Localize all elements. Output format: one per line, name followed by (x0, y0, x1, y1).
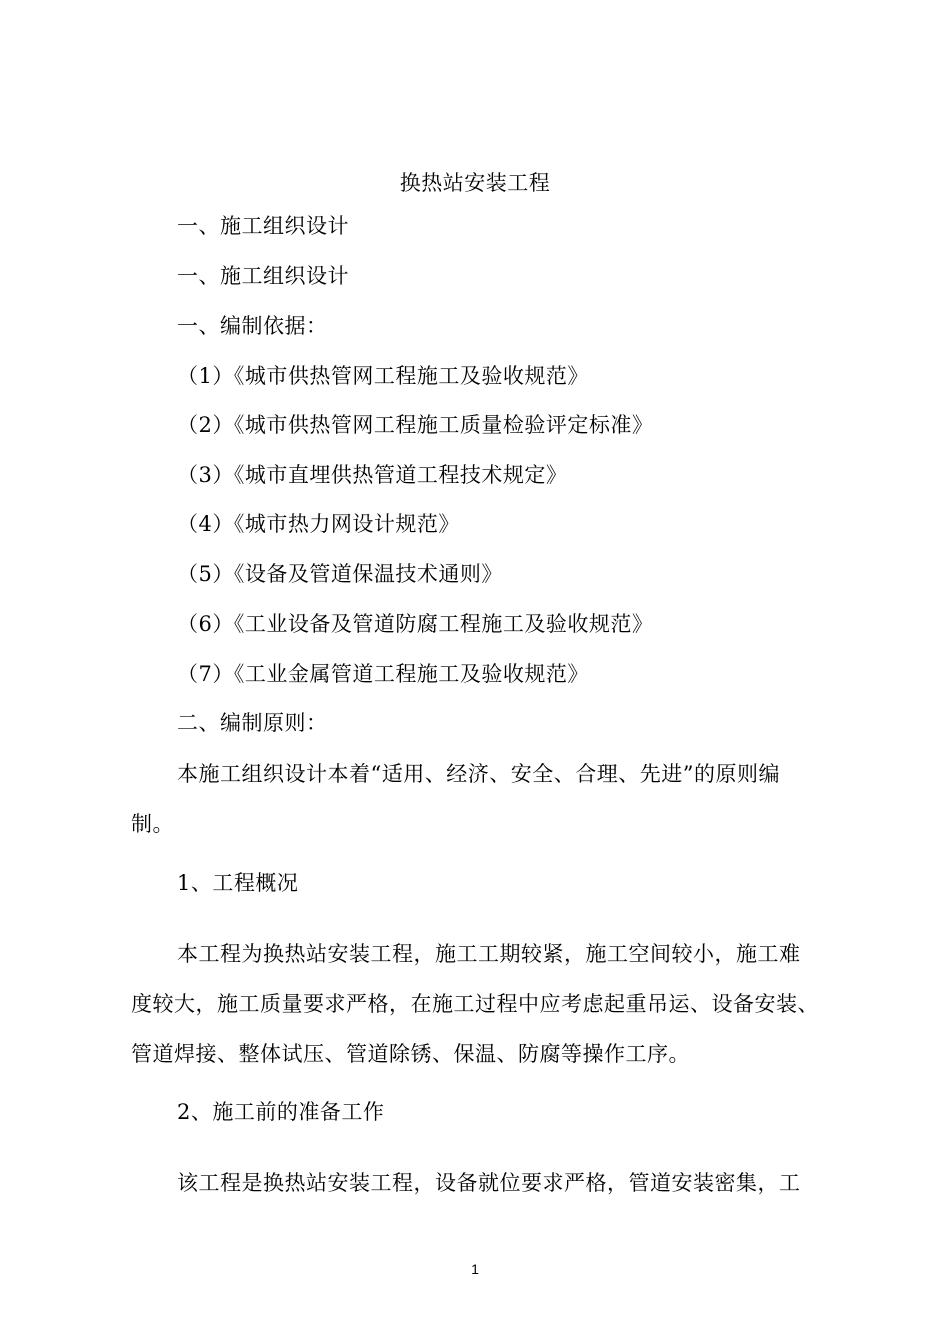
heading-project-overview: 1、工程概况 (177, 871, 299, 895)
heading-basis: 一、编制依据： (177, 314, 328, 338)
list-item-1: （1）《城市供热管网工程施工及验收规范》 (177, 364, 589, 388)
paragraph-principles-line-1: 本施工组织设计本着“适用、经济、安全、合理、先进”的原则编 (177, 762, 780, 786)
paragraph-principles-line-2: 制。 (131, 812, 174, 836)
list-item-4: （4）《城市热力网设计规范》 (177, 512, 460, 536)
document-title: 换热站安装工程 (399, 171, 551, 195)
paragraph-overview-line-2: 度较大，施工质量要求严格，在施工过程中应考虑起重吊运、设备安装、 (131, 992, 819, 1016)
paragraph-overview-line-3: 管道焊接、整体试压、管道除锈、保温、防腐等操作工序。 (131, 1042, 690, 1066)
heading-principles: 二、编制原则： (177, 711, 328, 735)
heading-construction-design-repeat: 一、施工组织设计 (177, 264, 349, 288)
page-number: 1 (471, 1261, 479, 1277)
heading-preparation: 2、施工前的准备工作 (177, 1100, 385, 1124)
list-item-3: （3）《城市直埋供热管道工程技术规定》 (177, 463, 568, 487)
paragraph-preparation-line-1: 该工程是换热站安装工程，设备就位要求严格，管道安装密集，工 (177, 1171, 801, 1195)
paragraph-overview-line-1: 本工程为换热站安装工程，施工工期较紧，施工空间较小，施工难 (177, 942, 801, 966)
list-item-7: （7）《工业金属管道工程施工及验收规范》 (177, 662, 589, 686)
list-item-6: （6）《工业设备及管道防腐工程施工及验收规范》 (177, 612, 654, 636)
list-item-5: （5）《设备及管道保温技术通则》 (177, 562, 503, 586)
list-item-2: （2）《城市供热管网工程施工质量检验评定标准》 (177, 413, 654, 437)
heading-construction-design: 一、施工组织设计 (177, 214, 349, 238)
